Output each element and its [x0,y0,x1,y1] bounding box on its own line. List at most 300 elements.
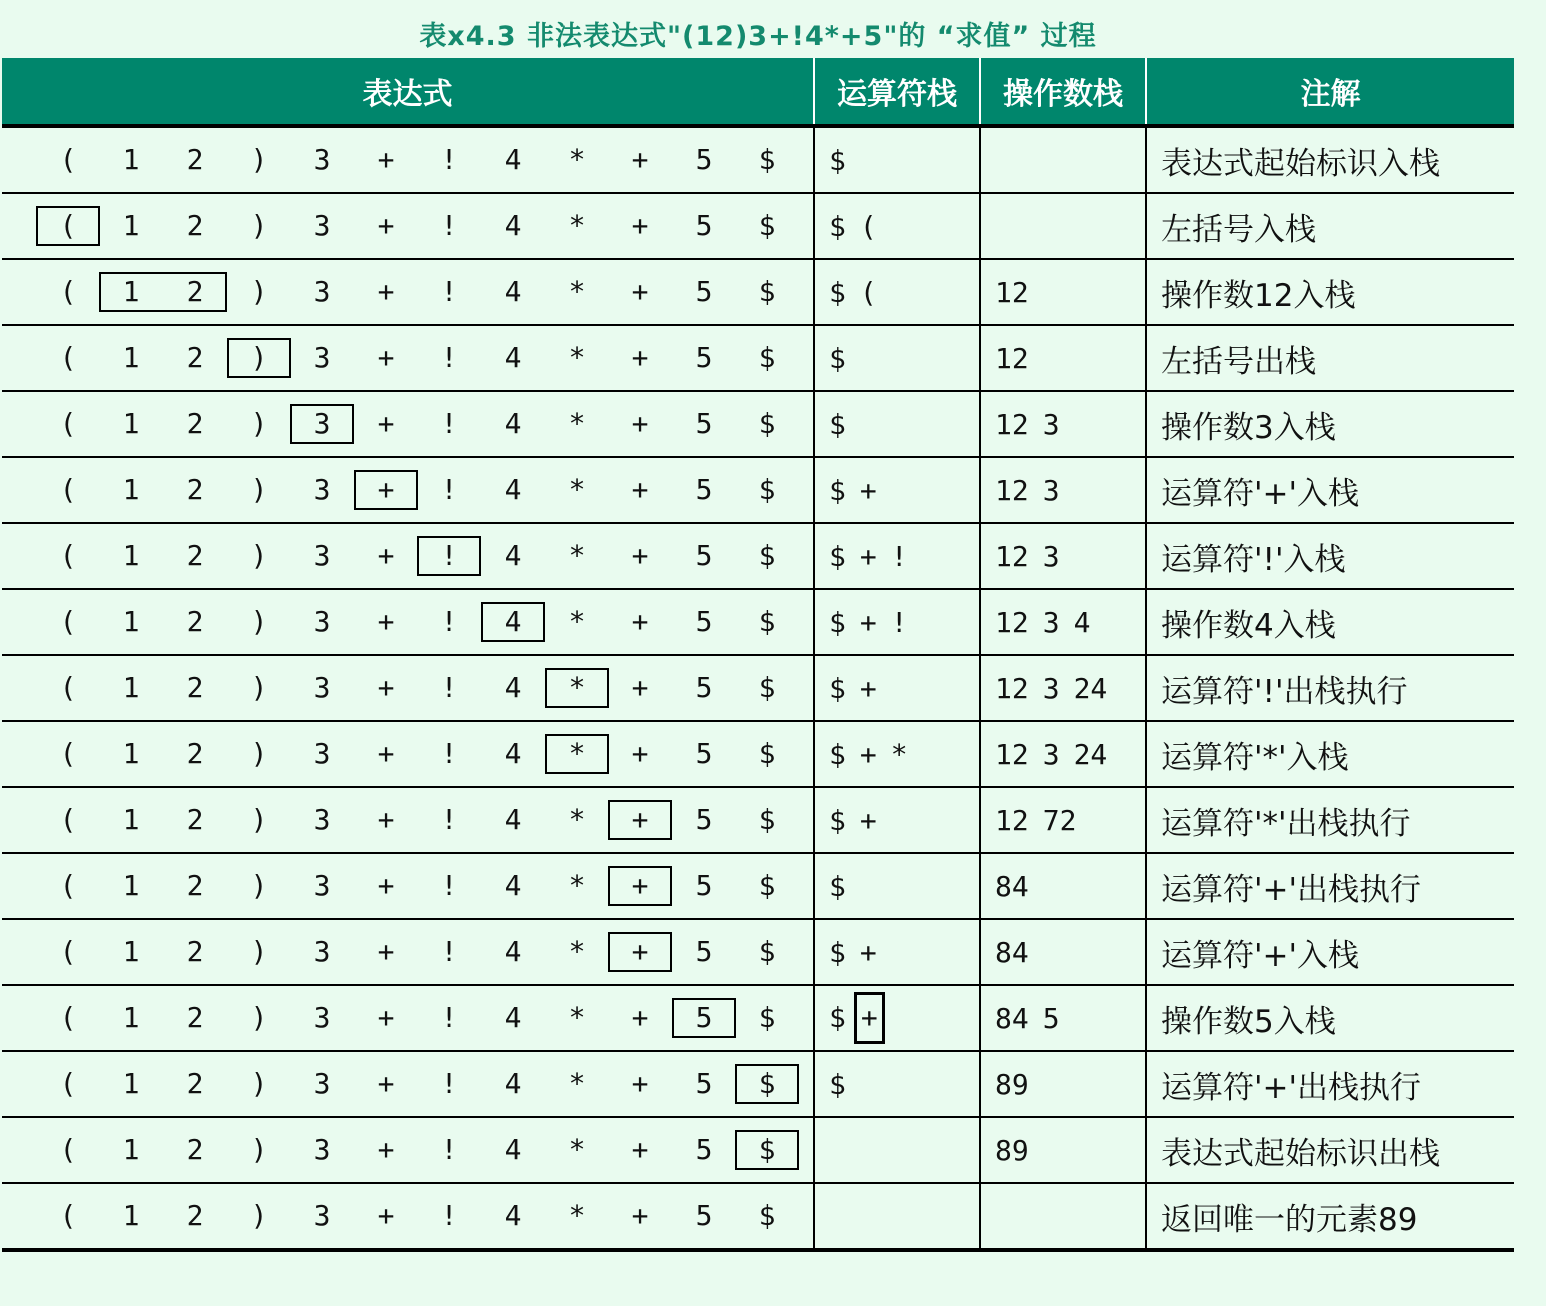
operand-stack-cell [980,193,1146,259]
expression-token: ( [59,341,77,374]
expression-token: * [568,407,586,440]
expression-token: 1 [122,1001,140,1034]
expression-token: ( [59,737,77,770]
operator-stack-cell [814,523,980,589]
operand-stack-cell [980,985,1146,1051]
expression-token: 3 [313,605,331,638]
expression-token: 4 [504,671,522,704]
expression-token: ! [440,1001,458,1034]
expression-token: ( [59,209,77,242]
expression-token: 4 [504,407,522,440]
expression-token: 2 [186,671,204,704]
operand-stack-item: 5 [1042,1001,1060,1035]
expression-token: 5 [695,935,713,968]
annotation-cell: 操作数5入栈 [1146,985,1514,1051]
expression-token: ( [59,605,77,638]
annotation-cell: 运算符'*'出栈执行 [1146,787,1514,853]
expression-token: 4 [504,1133,522,1166]
operand-stack-cell [980,1183,1146,1250]
operator-stack-item: $ [829,143,846,177]
expression-token: ) [250,473,268,506]
table-row [2,259,1514,325]
expression-token: 2 [186,869,204,902]
annotation-cell: 运算符'+'入栈 [1146,457,1514,523]
expression-token: * [568,935,586,968]
table-row [2,853,1514,919]
expression-token: $ [758,473,776,506]
operand-stack-cell [980,523,1146,589]
expression-token: ) [250,1001,268,1034]
expression-token: 4 [504,935,522,968]
expression-token: $ [758,869,776,902]
operand-stack-item: 3 [1042,671,1060,705]
annotation-cell: 左括号入栈 [1146,193,1514,259]
expression-token: * [568,473,586,506]
operand-stack-item: 84 [995,869,1029,903]
operand-stack-cell [980,721,1146,787]
expression-cell [2,1183,814,1250]
expression-token: + [377,209,395,242]
table-row [2,523,1514,589]
expression-token: ! [440,803,458,836]
operator-stack-cell [814,787,980,853]
expression-token: 1 [122,869,140,902]
operator-stack-item: $ [829,1001,846,1034]
expression-token: ( [59,473,77,506]
expression-cell [2,589,814,655]
expression-token: ! [440,605,458,638]
expression-token: $ [758,737,776,770]
expression-token: $ [758,803,776,836]
operand-stack-cell [980,1117,1146,1183]
expression-token: ( [59,539,77,572]
expression-cell [2,193,814,259]
expression-cell [2,919,814,985]
operand-stack-item: 3 [1042,605,1060,639]
expression-token: + [631,209,649,242]
operator-stack-cell [814,325,980,391]
annotation-cell: 运算符'+'出栈执行 [1146,853,1514,919]
expression-token: + [377,341,395,374]
expression-token: 5 [695,869,713,902]
operator-stack-item: ! [890,539,908,573]
expression-token: 2 [186,803,204,836]
expression-cell [2,1117,814,1183]
expression-token: ) [250,869,268,902]
expression-token: ) [250,539,268,572]
expression-token: 5 [695,737,713,770]
operand-stack-item: 3 [1042,473,1060,507]
table-row [2,193,1514,259]
expression-cell [2,1051,814,1117]
operand-stack-item: 3 [1042,407,1060,441]
expression-token: 4 [504,275,522,308]
operator-stack-item: $ [829,539,846,573]
expression-token: $ [758,1133,776,1166]
expression-token: + [377,1067,395,1100]
expression-token: 1 [122,605,140,638]
expression-cell [2,523,814,589]
expression-token: ) [250,1133,268,1166]
expression-token: ! [440,1133,458,1166]
annotation-cell: 运算符'*'入栈 [1146,721,1514,787]
operator-stack-item: + [859,935,877,969]
evaluation-table [2,58,1514,1252]
expression-token: $ [758,1199,776,1232]
table-row [2,391,1514,457]
expression-token: + [631,869,649,902]
expression-cell [2,985,814,1051]
operand-stack-item: 3 [1042,737,1060,771]
expression-token: 2 [186,275,204,308]
expression-token: ) [250,143,268,176]
expression-token: 1 [122,473,140,506]
expression-token: ) [250,935,268,968]
operator-stack-item: $ [829,341,846,375]
expression-token: * [568,539,586,572]
expression-token: $ [758,1001,776,1034]
operand-stack-cell [980,457,1146,523]
expression-token: ( [59,671,77,704]
expression-token: $ [758,209,776,242]
expression-token: + [377,275,395,308]
expression-token: * [568,275,586,308]
expression-token: + [377,1199,395,1232]
expression-token: 2 [186,605,204,638]
expression-token: 4 [504,869,522,902]
expression-token: 3 [313,1067,331,1100]
expression-token: 5 [695,1199,713,1232]
operator-stack-item: $ [829,935,846,969]
expression-token: 3 [313,671,331,704]
expression-token: 3 [313,1199,331,1232]
operator-stack-item: $ [829,275,846,309]
operand-stack-item: 12 [995,407,1029,441]
expression-token: $ [758,341,776,374]
expression-token: 1 [122,143,140,176]
operator-stack-item: $ [829,1067,846,1101]
expression-token: ( [59,275,77,308]
expression-token: 4 [504,143,522,176]
operator-stack-cell [814,853,980,919]
expression-token: 1 [122,341,140,374]
expression-token: + [377,1001,395,1034]
expression-token: + [631,1199,649,1232]
expression-token: ! [440,935,458,968]
expression-token: 5 [695,341,713,374]
expression-token: 3 [313,473,331,506]
expression-token: $ [758,935,776,968]
expression-token: ) [250,407,268,440]
operator-stack-cell [814,655,980,721]
operator-stack-item: $ [829,473,846,507]
expression-token: $ [758,605,776,638]
operator-stack-item: ( [859,275,877,309]
expression-cell [2,457,814,523]
operand-stack-cell [980,259,1146,325]
expression-token: 2 [186,341,204,374]
expression-token: 1 [122,209,140,242]
expression-token: ! [440,407,458,440]
expression-token: $ [758,143,776,176]
operand-stack-item: 24 [1073,671,1108,705]
expression-token: 4 [504,209,522,242]
expression-token: 2 [186,539,204,572]
expression-token: 4 [504,1001,522,1034]
expression-cell [2,391,814,457]
operator-stack-item: $ [829,803,846,837]
expression-token: 4 [504,605,522,638]
expression-token: + [631,605,649,638]
expression-token: * [568,1133,586,1166]
operand-stack-item: 89 [995,1133,1029,1167]
operand-stack-item: 84 [995,1001,1029,1035]
header-expression: 表达式 [2,58,814,126]
table-row [2,985,1514,1051]
expression-token: + [631,275,649,308]
expression-token: 5 [695,275,713,308]
expression-token: 4 [504,737,522,770]
operand-stack-item: 12 [995,473,1029,507]
expression-token: 5 [695,671,713,704]
operator-stack-item: $ [829,737,846,771]
expression-token: $ [758,539,776,572]
expression-token: ( [59,869,77,902]
expression-token: + [377,473,395,506]
expression-token: * [568,1001,586,1034]
expression-token: $ [758,1067,776,1100]
expression-token: 1 [122,1067,140,1100]
expression-token: ! [440,473,458,506]
expression-token: * [568,209,586,242]
expression-token: ) [250,671,268,704]
expression-token: ! [440,1199,458,1232]
expression-token: 2 [186,737,204,770]
operator-stack-item: $ [829,671,846,705]
expression-token: 1 [122,1133,140,1166]
expression-token: * [568,143,586,176]
expression-token: 2 [186,407,204,440]
expression-token: + [631,1133,649,1166]
expression-token: + [631,671,649,704]
operator-stack-item: ( [859,209,877,243]
expression-token: * [568,737,586,770]
expression-token: 3 [313,737,331,770]
expression-token: ) [250,605,268,638]
operand-stack-cell [980,589,1146,655]
expression-token: + [631,803,649,836]
table-body [2,126,1514,1250]
expression-token: 1 [122,539,140,572]
operator-stack-item: + [859,473,877,507]
expression-token: 5 [695,1067,713,1100]
annotation-cell: 操作数12入栈 [1146,259,1514,325]
operator-stack-item: + [859,803,877,837]
expression-token: + [377,869,395,902]
header-operator-stack: 运算符栈 [814,58,980,126]
expression-token: ! [440,275,458,308]
table-row [2,655,1514,721]
expression-token: * [568,1067,586,1100]
table-row [2,1051,1514,1117]
operator-stack-cell [814,193,980,259]
expression-token: 3 [313,143,331,176]
operator-stack-cell [814,457,980,523]
annotation-cell: 表达式起始标识出栈 [1146,1117,1514,1183]
expression-token: 1 [122,803,140,836]
expression-token: 2 [186,1199,204,1232]
annotation-cell: 返回唯一的元素89 [1146,1183,1514,1250]
expression-token: 1 [122,935,140,968]
operator-stack-item: + [859,671,877,705]
operator-stack-cell [814,1117,980,1183]
expression-token: ) [250,1199,268,1232]
expression-token: + [377,605,395,638]
expression-token: 1 [122,275,140,308]
operator-stack-item: + [854,992,885,1044]
operator-stack-item: $ [829,605,846,639]
operator-stack-cell [814,919,980,985]
operand-stack-item: 24 [1073,737,1108,771]
expression-token: + [377,1133,395,1166]
expression-token: 5 [695,803,713,836]
expression-token: 3 [313,275,331,308]
expression-token: 5 [695,1001,713,1034]
expression-token: ( [59,1067,77,1100]
expression-token: * [568,869,586,902]
expression-token: 4 [504,1199,522,1232]
table-row [2,589,1514,655]
expression-token: ! [440,1067,458,1100]
operand-stack-item: 89 [995,1067,1029,1101]
expression-token: + [377,803,395,836]
operator-stack-item: $ [829,869,846,903]
expression-token: * [568,803,586,836]
expression-token: 4 [504,341,522,374]
header-operand-stack: 操作数栈 [980,58,1146,126]
annotation-cell: 操作数4入栈 [1146,589,1514,655]
table-row [2,457,1514,523]
expression-token: 2 [186,935,204,968]
operand-stack-item: 12 [995,737,1029,771]
expression-token: 5 [695,143,713,176]
expression-token: ! [440,539,458,572]
expression-token: + [631,737,649,770]
operator-stack-item: + [859,737,877,771]
expression-token: * [568,1199,586,1232]
operand-stack-item: 3 [1042,539,1060,573]
expression-token: 2 [186,209,204,242]
expression-token: 1 [122,1199,140,1232]
operand-stack-cell [980,655,1146,721]
expression-cell [2,853,814,919]
table-row [2,919,1514,985]
operator-stack-cell [814,721,980,787]
expression-token: 2 [186,473,204,506]
expression-token: 3 [313,407,331,440]
operator-stack-cell [814,126,980,193]
expression-cell [2,655,814,721]
operator-stack-cell [814,985,980,1051]
expression-cell [2,126,814,193]
expression-token: ) [250,275,268,308]
expression-cell [2,787,814,853]
operator-stack-item: * [890,737,908,771]
expression-token: ) [250,209,268,242]
expression-token: + [631,539,649,572]
expression-token: + [631,473,649,506]
table-row [2,787,1514,853]
expression-token: ! [440,143,458,176]
expression-token: + [377,935,395,968]
operand-stack-cell [980,1051,1146,1117]
expression-token: ! [440,671,458,704]
table-row [2,325,1514,391]
operand-stack-item: 84 [995,935,1029,969]
table-row [2,126,1514,193]
operator-stack-item: $ [829,407,846,441]
expression-cell [2,325,814,391]
expression-token: + [631,143,649,176]
table-row [2,1117,1514,1183]
expression-token: 3 [313,1133,331,1166]
expression-cell [2,721,814,787]
expression-token: + [377,143,395,176]
expression-token: ( [59,143,77,176]
annotation-cell: 左括号出栈 [1146,325,1514,391]
expression-token: 3 [313,341,331,374]
expression-token: + [377,539,395,572]
expression-token: + [631,407,649,440]
expression-token: + [631,1067,649,1100]
expression-token: 3 [313,1001,331,1034]
annotation-cell: 操作数3入栈 [1146,391,1514,457]
expression-token: $ [758,407,776,440]
annotation-cell: 运算符'!'入栈 [1146,523,1514,589]
operand-stack-cell [980,391,1146,457]
operator-stack-cell [814,589,980,655]
expression-token: 5 [695,539,713,572]
operand-stack-item: 4 [1073,605,1091,639]
expression-token: 2 [186,1133,204,1166]
expression-token: ( [59,407,77,440]
expression-token: ) [250,341,268,374]
expression-token: 5 [695,407,713,440]
operand-stack-item: 12 [995,539,1029,573]
expression-token: 3 [313,935,331,968]
operand-stack-item: 12 [995,275,1029,309]
operand-stack-item: 12 [995,341,1029,375]
operator-stack-cell [814,391,980,457]
expression-token: ) [250,737,268,770]
expression-token: ( [59,1133,77,1166]
annotation-cell: 表达式起始标识入栈 [1146,126,1514,193]
expression-token: * [568,341,586,374]
expression-token: ) [250,1067,268,1100]
expression-token: $ [758,671,776,704]
operator-stack-item: + [859,605,877,639]
expression-token: ) [250,803,268,836]
expression-token: 2 [186,143,204,176]
expression-token: 3 [313,209,331,242]
expression-token: ! [440,341,458,374]
expression-token: 4 [504,1067,522,1100]
expression-token: + [631,341,649,374]
operand-stack-cell [980,853,1146,919]
expression-token: * [568,605,586,638]
expression-token: ! [440,737,458,770]
expression-token: 3 [313,869,331,902]
